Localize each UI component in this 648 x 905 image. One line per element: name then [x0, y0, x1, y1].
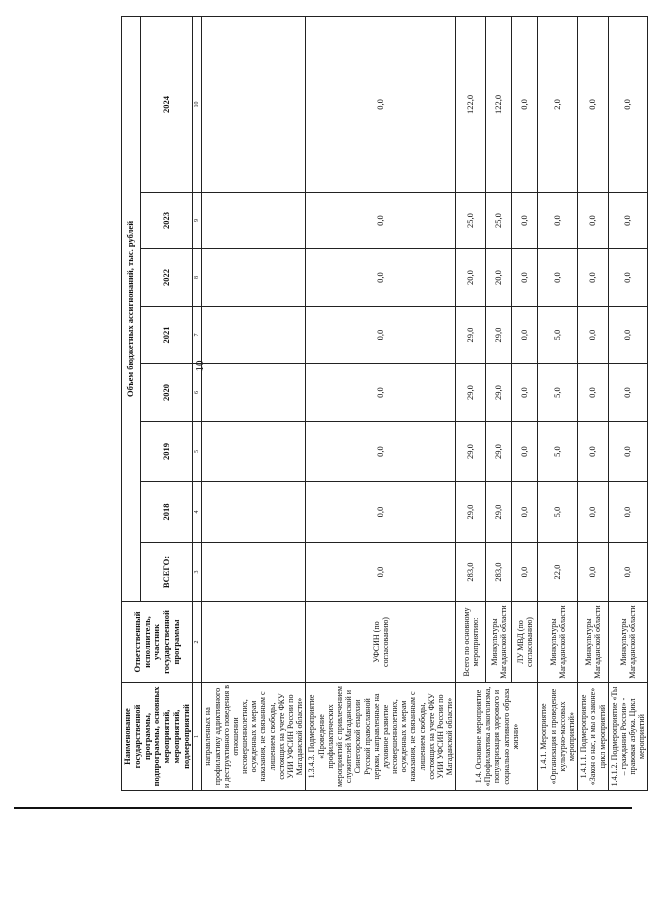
column-index: 6: [193, 364, 202, 422]
row-value: 0,0: [306, 543, 456, 602]
column-index: 1: [193, 683, 202, 791]
row-value: 0,0: [306, 364, 456, 422]
row-value: 0,0: [578, 422, 609, 482]
row-value: 29,0: [486, 422, 512, 482]
header-executor: Ответственный исполнитель, участник государственной программы: [122, 602, 193, 683]
row-value: 0,0: [538, 249, 578, 307]
row-value: 20,0: [486, 249, 512, 307]
row-value: 122,0: [456, 16, 486, 192]
row-executor: Минкультуры Магаданской области: [486, 602, 512, 683]
header-name: Наименование государственной программы, подпрограммы, основных мероприятий, мероприятий, подмероприятий: [122, 683, 193, 791]
table-row: [512, 16, 538, 790]
row-value: 0,0: [306, 193, 456, 249]
row-value: 29,0: [456, 422, 486, 482]
row-value: 0,0: [538, 193, 578, 249]
row-value: 0,0: [608, 307, 648, 364]
row-value: 0,0: [512, 364, 538, 422]
row-executor: Минкультуры Магаданской области: [578, 602, 609, 683]
row-value: 0,0: [512, 16, 538, 192]
row-value: [202, 249, 306, 307]
row-value: 0,0: [512, 249, 538, 307]
row-value: 29,0: [456, 364, 486, 422]
row-value: 0,0: [578, 482, 609, 543]
row-value: 283,0: [456, 543, 486, 602]
row-value: 0,0: [512, 422, 538, 482]
table-row: [538, 16, 578, 790]
header-year: 2021: [140, 307, 193, 364]
row-value: 0,0: [608, 543, 648, 602]
row-value: [202, 543, 306, 602]
row-executor: [202, 602, 306, 683]
column-index: 2: [193, 602, 202, 683]
row-value: 0,0: [578, 364, 609, 422]
row-value: 5,0: [538, 307, 578, 364]
row-value: 0,0: [608, 364, 648, 422]
row-executor: ЛУ МВД (по согласованию): [512, 602, 538, 683]
header-year: 2024: [140, 16, 193, 192]
row-value: 2,0: [538, 16, 578, 192]
row-value: 5,0: [538, 422, 578, 482]
row-value: 20,0: [456, 249, 486, 307]
row-value: 0,0: [578, 193, 609, 249]
row-executor: Минкультуры Магаданской области: [538, 602, 578, 683]
row-value: 22,0: [538, 543, 578, 602]
row-name: 1.4.1.2. Подмероприятие «Ты – гражданин России» - правовая азбука. Цикл мероприятий: [608, 683, 648, 791]
row-executor: Всего по основному мероприятию:: [456, 602, 486, 683]
row-value: 29,0: [486, 482, 512, 543]
row-value: 0,0: [608, 16, 648, 192]
row-value: [202, 364, 306, 422]
row-executor: УФСИН (по согласованию): [306, 602, 456, 683]
row-value: 25,0: [456, 193, 486, 249]
column-index: 8: [193, 249, 202, 307]
row-value: 0,0: [306, 307, 456, 364]
header-year: 2018: [140, 482, 193, 543]
header-year: 2022: [140, 249, 193, 307]
row-executor: Минкультуры Магаданской области: [608, 602, 648, 683]
rotated-table-container: [121, 17, 647, 791]
row-value: 0,0: [578, 249, 609, 307]
row-value: 0,0: [512, 543, 538, 602]
row-value: [202, 482, 306, 543]
table-row: [306, 16, 456, 790]
table-row: [202, 16, 306, 790]
row-name: 1.3.4.3. Подмероприятие «Проведение профилактических мероприятий с привлечением служителей Магаданской и Синегорской епархии Русской православной церкви, направленные на духовное развитие несовершеннолетних, осужденных к мерам наказания, не связанным с лишением свободы, состоящих на учете ФКУ УИИ УФСИН России по Магаданской области»: [306, 683, 456, 791]
header-total: ВСЕГО:: [140, 543, 193, 602]
row-value: 0,0: [306, 422, 456, 482]
row-value: 0,0: [608, 249, 648, 307]
row-value: 29,0: [486, 364, 512, 422]
row-name: 1.4.1.1. Подмероприятие «Закон о нас, и мы о законе» цикл мероприятий: [578, 683, 609, 791]
table-row: [486, 16, 512, 790]
row-value: 0,0: [578, 307, 609, 364]
bottom-rule: [14, 807, 632, 809]
budget-table: [121, 16, 648, 791]
row-value: 122,0: [486, 16, 512, 192]
row-value: 29,0: [456, 307, 486, 364]
row-value: 5,0: [538, 482, 578, 543]
row-value: [202, 422, 306, 482]
row-value: 0,0: [512, 482, 538, 543]
row-value: 0,0: [578, 16, 609, 192]
row-value: 0,0: [608, 422, 648, 482]
column-index: 3: [193, 543, 202, 602]
row-value: [202, 307, 306, 364]
header-year: 2020: [140, 364, 193, 422]
row-value: 0,0: [578, 543, 609, 602]
row-value: 0,0: [306, 482, 456, 543]
column-index: 4: [193, 482, 202, 543]
header-budget-group: Объем бюджетных ассигнований, тыс. рублей: [122, 16, 141, 601]
row-value: 0,0: [512, 307, 538, 364]
column-index: 5: [193, 422, 202, 482]
row-value: 5,0: [538, 364, 578, 422]
row-value: 283,0: [486, 543, 512, 602]
row-name: направленных на профилактику аддиктивного и деструктивного поведения в отношении несовершеннолетних, осужденных к мерам наказания, не связанным с лишением свободы, состоящих на учете ФКУ УИИ УФСИН России по Магаданской области»: [202, 683, 306, 791]
header-year: 2019: [140, 422, 193, 482]
row-value: [202, 193, 306, 249]
page-number: 10: [194, 360, 206, 372]
table-row: [456, 16, 486, 790]
row-value: 0,0: [306, 249, 456, 307]
row-name: 1.4. Основное мероприятие «Профилактика алкоголизма, популяризация здорового и социально активного образа жизни»: [456, 683, 538, 791]
row-value: 29,0: [486, 307, 512, 364]
row-value: 0,0: [608, 482, 648, 543]
row-value: 25,0: [486, 193, 512, 249]
header-year: 2023: [140, 193, 193, 249]
row-name: 1.4.1. Мероприятие «Организация и проведение культурно-массовых мероприятий»: [538, 683, 578, 791]
row-value: 0,0: [608, 193, 648, 249]
column-index: 10: [193, 16, 202, 192]
row-value: [202, 16, 306, 192]
column-index: 7: [193, 307, 202, 364]
row-value: 29,0: [456, 482, 486, 543]
table-row: [578, 16, 609, 790]
table-row: [608, 16, 648, 790]
row-value: 0,0: [306, 16, 456, 192]
row-value: 0,0: [512, 193, 538, 249]
column-index: 9: [193, 193, 202, 249]
